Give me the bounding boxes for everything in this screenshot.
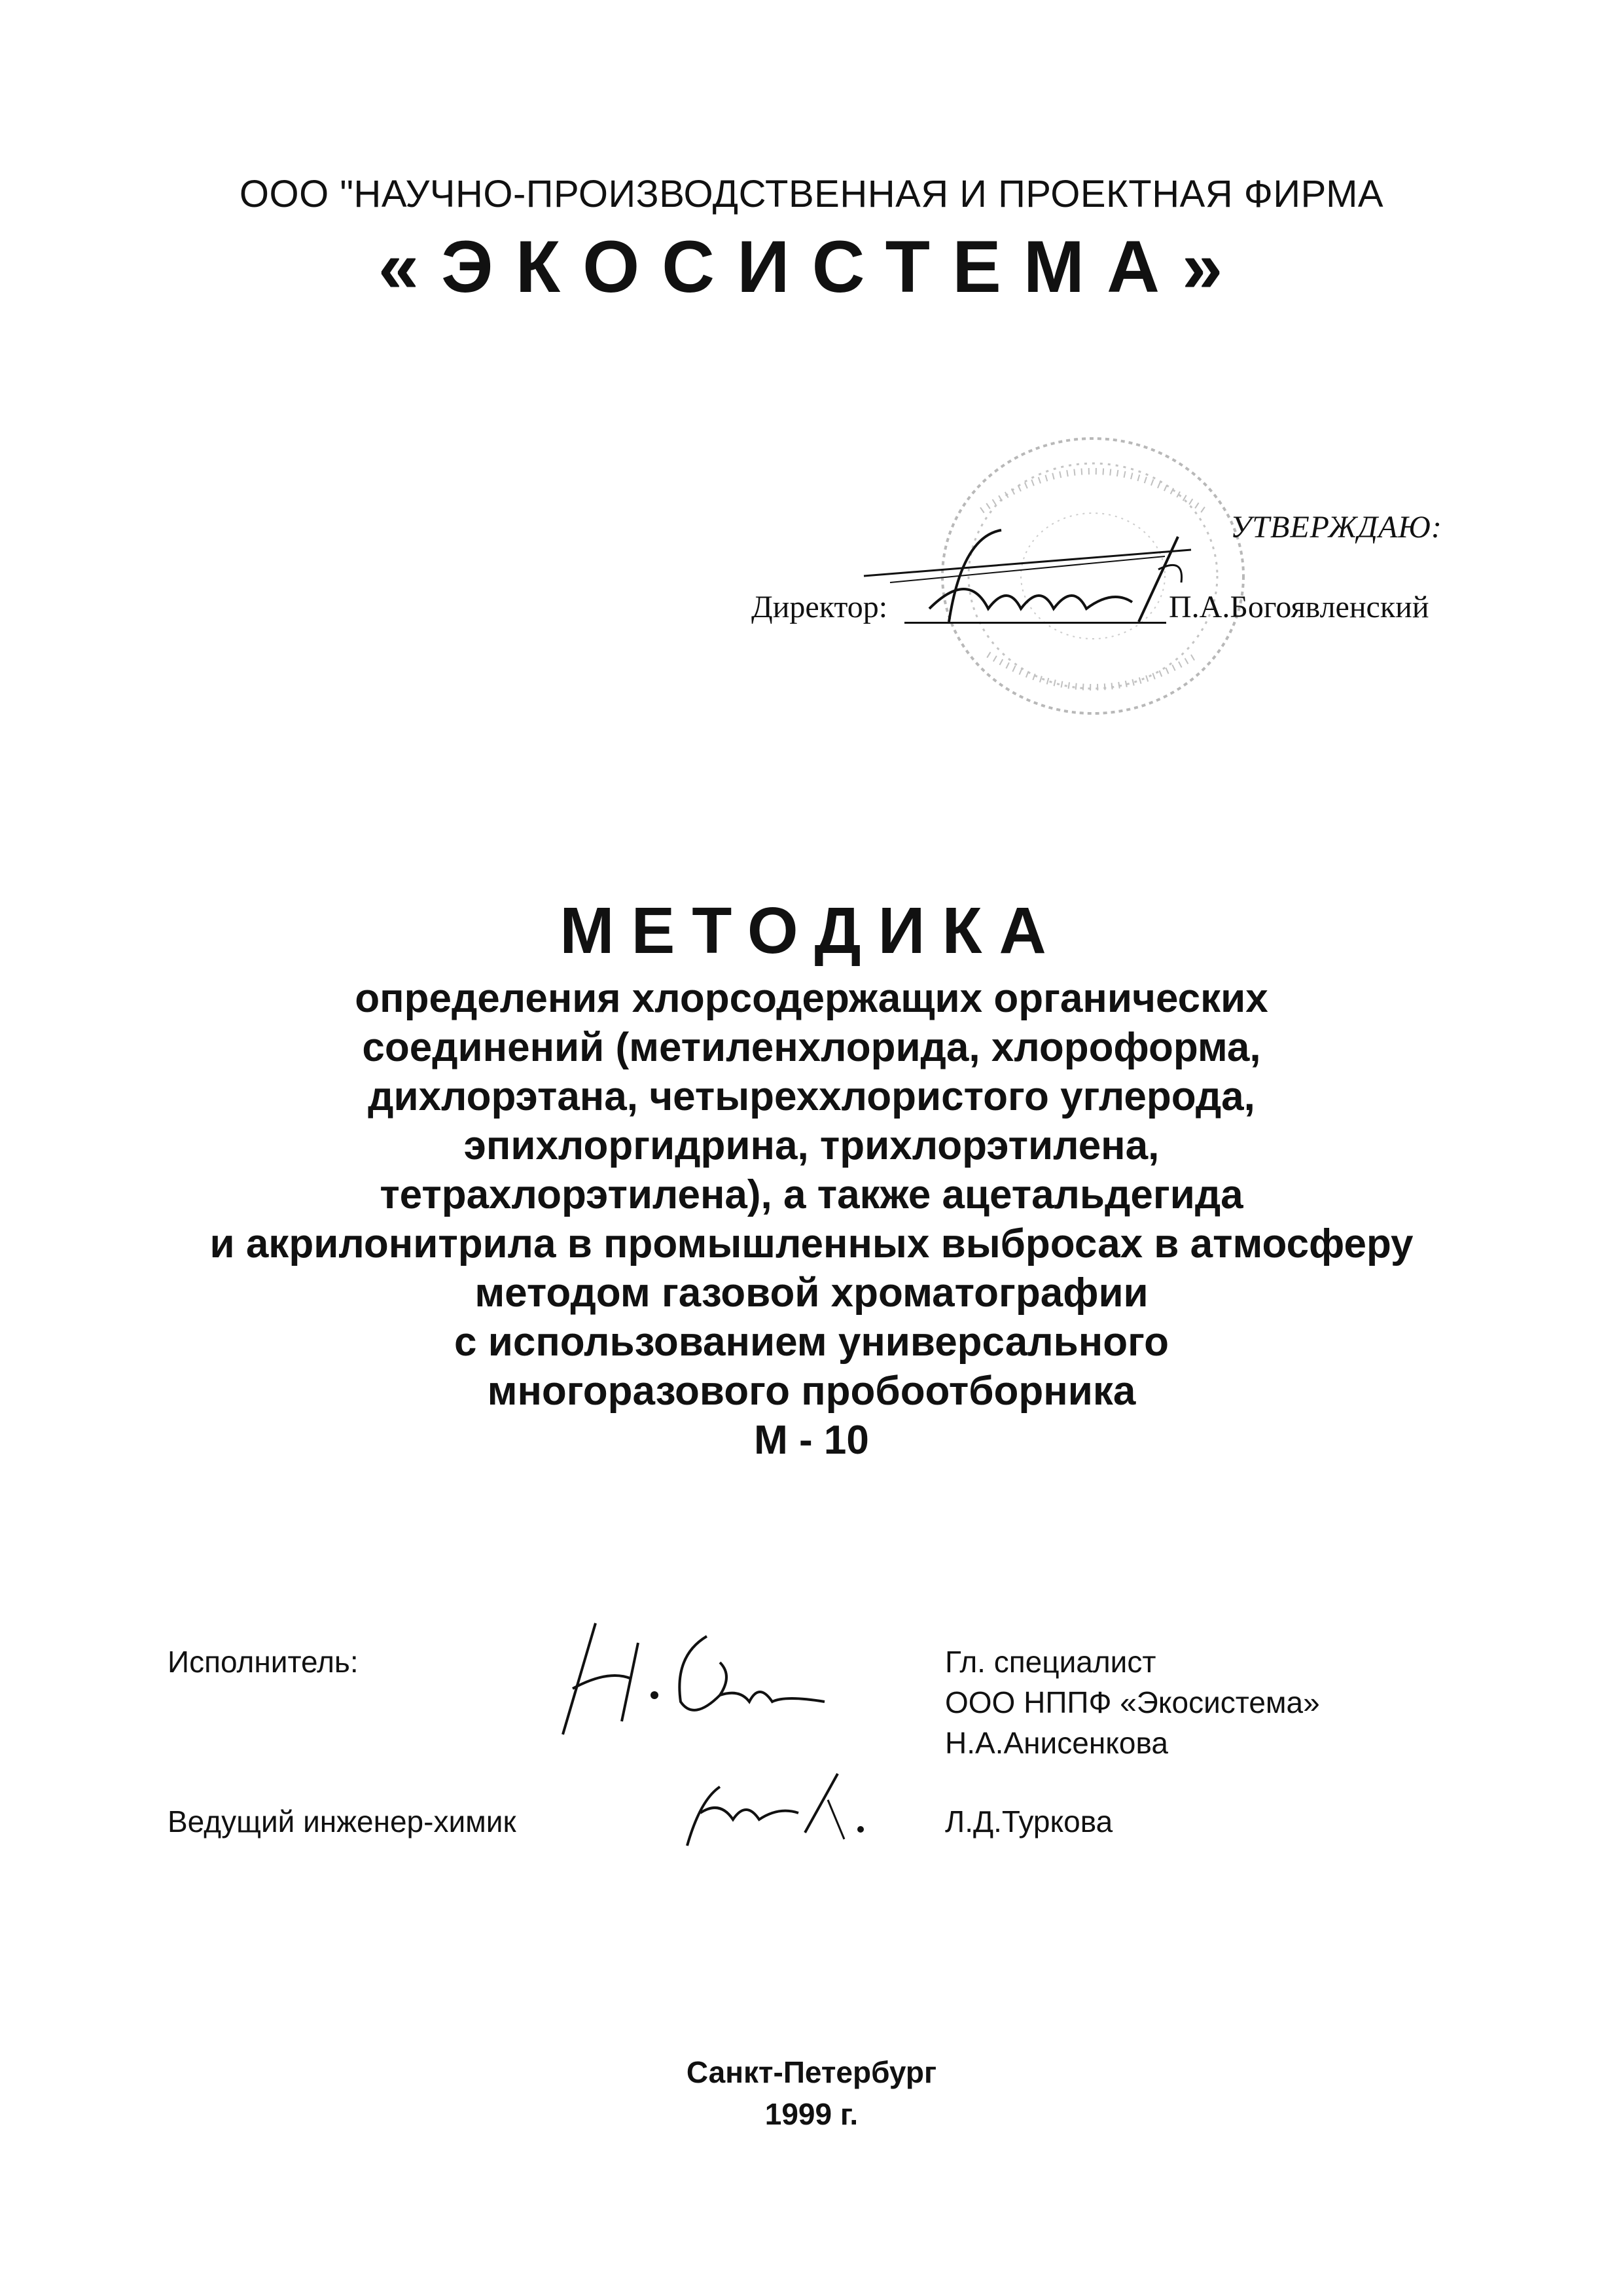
- subtitle-line: методом газовой хроматографии: [474, 1270, 1149, 1316]
- executor-name: Н.А.Анисенкова: [945, 1726, 1168, 1760]
- engineer-signature: [674, 1761, 883, 1859]
- organization-name: «ЭКОСИСТЕМА»: [378, 226, 1245, 308]
- organization-line: ООО "НАУЧНО-ПРОИЗВОДСТВЕННАЯ И ПРОЕКТНАЯ ФИРМА: [239, 173, 1384, 215]
- subtitle-line: эпихлоргидрина, трихлорэтилена,: [463, 1123, 1160, 1168]
- footer-year: 1999 г.: [764, 2097, 859, 2131]
- executor-position: Гл. специалист: [945, 1645, 1156, 1679]
- engineer-name: Л.Д.Туркова: [945, 1804, 1113, 1839]
- footer-city: Санкт-Петербург: [686, 2055, 937, 2089]
- director-label: Директор:: [751, 590, 888, 624]
- approval-label: УТВЕРЖДАЮ:: [1230, 510, 1442, 545]
- subtitle-line: и акрилонитрила в промышленных выбросах в атмосферу: [209, 1221, 1414, 1266]
- director-signature: [851, 511, 1217, 641]
- subtitle-line: дихлорэтана, четыреххлористого углерода,: [368, 1074, 1255, 1119]
- executor-organization: ООО НППФ «Экосистема»: [945, 1685, 1320, 1719]
- document-title: МЕТОДИКА: [560, 894, 1063, 967]
- executor-role: Исполнитель:: [168, 1645, 359, 1679]
- footer: [0, 2051, 1623, 2135]
- model-designation: М - 10: [754, 1418, 869, 1463]
- subtitle-line: с использованием универсального: [454, 1319, 1169, 1365]
- document-subtitle: [0, 974, 1623, 1465]
- subtitle-line: соединений (метиленхлорида, хлороформа,: [362, 1025, 1261, 1070]
- engineer-role: Ведущий инженер-химик: [168, 1804, 516, 1839]
- director-name: П.А.Богоявленский: [1169, 590, 1429, 624]
- executor-signature: [524, 1597, 838, 1754]
- subtitle-line: тетрахлорэтилена), а также ацетальдегида: [380, 1172, 1243, 1217]
- subtitle-line: многоразового пробоотборника: [487, 1369, 1136, 1414]
- executor-details: [945, 1641, 1320, 1763]
- subtitle-line: определения хлорсодержащих органических: [355, 976, 1268, 1021]
